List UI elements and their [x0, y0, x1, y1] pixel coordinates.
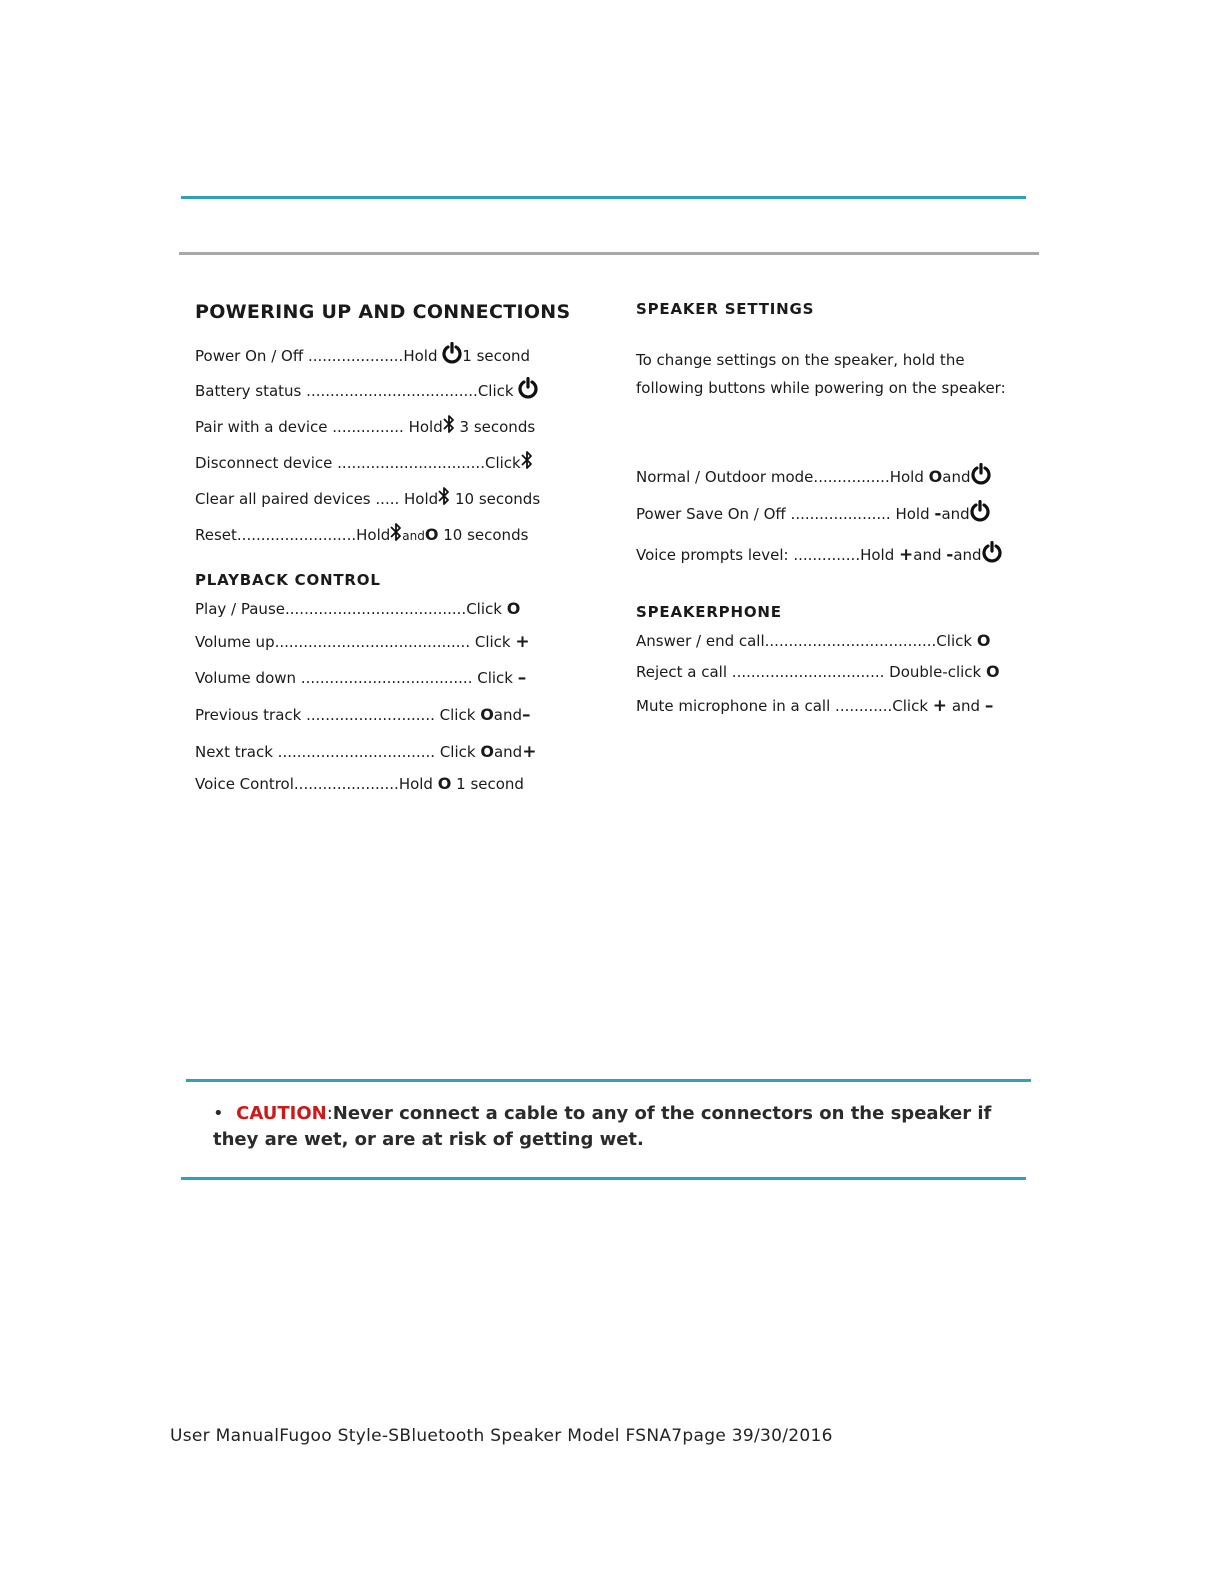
- row-action: Hold: [356, 526, 391, 544]
- row-dots: ...........................: [306, 706, 435, 724]
- minus-symbol: –: [522, 705, 531, 725]
- row-label: Previous track: [195, 706, 302, 724]
- row-voice-prompts: [636, 541, 1002, 565]
- bluetooth-icon: [438, 490, 450, 508]
- header-divider-rule: [179, 252, 1039, 255]
- row-conj: and: [402, 529, 425, 543]
- row-action: Hold: [860, 546, 895, 564]
- row-label: Voice prompts level:: [636, 546, 789, 564]
- row-dots: .........................................: [274, 633, 471, 651]
- row-action: Click: [466, 600, 502, 618]
- row-label: Disconnect device: [195, 454, 333, 472]
- row-action: Hold: [404, 490, 439, 508]
- row-label: Pair with a device: [195, 418, 328, 436]
- o-button-symbol: O: [506, 599, 521, 618]
- row-dots: .....: [375, 490, 400, 508]
- heading-playback: PLAYBACK CONTROL: [195, 571, 381, 589]
- row-suffix: 1 second: [456, 775, 524, 793]
- row-clear-paired: [195, 485, 540, 509]
- row-power-save: [636, 500, 990, 524]
- o-button-symbol: O: [480, 705, 494, 724]
- row-conj: and: [941, 505, 970, 523]
- row-dots: ....................: [307, 347, 404, 365]
- row-label: Mute microphone in a call: [636, 697, 831, 715]
- row-next-track: [195, 742, 536, 762]
- row-volume-down: [195, 668, 526, 688]
- row-label: Clear all paired devices: [195, 490, 371, 508]
- row-play-pause: [195, 599, 520, 619]
- o-button-symbol: O: [976, 631, 991, 650]
- row-dots: ............: [835, 697, 893, 715]
- row-action: Click: [439, 706, 476, 724]
- row-label: Reject a call: [636, 663, 728, 681]
- row-reject-call: [636, 662, 1000, 682]
- row-suffix: 1 second: [462, 347, 531, 365]
- settings-intro: To change settings on the speaker, hold the following buttons while powering on the speaker:: [636, 351, 1006, 397]
- row-action: Click: [892, 697, 929, 715]
- row-dots: ...............: [332, 418, 404, 436]
- power-icon: [971, 468, 991, 486]
- bluetooth-icon: [521, 454, 533, 472]
- o-button-symbol: O: [437, 774, 452, 793]
- caution-notice: [213, 1101, 1033, 1153]
- bluetooth-icon: [390, 526, 402, 544]
- heading-speaker-settings: SPEAKER SETTINGS: [636, 300, 815, 318]
- o-button-symbol: O: [424, 525, 439, 544]
- row-dots: .........................: [236, 526, 357, 544]
- row-suffix: 10 seconds: [454, 490, 541, 508]
- row-label: Power Save On / Off: [636, 505, 786, 523]
- heading-powering: POWERING UP AND CONNECTIONS: [195, 301, 571, 323]
- page-footer: User ManualFugoo Style-SBluetooth Speaker Model FSNA7page 39/30/2016: [170, 1426, 833, 1446]
- power-icon: [970, 505, 990, 523]
- row-label: Power On / Off: [195, 347, 304, 365]
- row-action: Click: [484, 454, 521, 472]
- row-label: Battery status: [195, 382, 302, 400]
- row-dots: ...............................: [337, 454, 485, 472]
- row-action: Double-click: [889, 663, 982, 681]
- o-button-symbol: O: [986, 662, 1000, 681]
- bluetooth-icon: [443, 418, 455, 436]
- row-action: Click: [439, 743, 476, 761]
- row-dots: .....................: [790, 505, 891, 523]
- row-previous-track: [195, 705, 531, 725]
- row-volume-up: [195, 632, 530, 652]
- caution-colon: :: [326, 1103, 333, 1124]
- row-action: Click: [936, 632, 973, 650]
- row-dots: ......................: [293, 775, 399, 793]
- power-icon: [442, 347, 462, 365]
- row-conj: and: [493, 743, 523, 761]
- row-action: Hold: [398, 775, 433, 793]
- row-conj: and: [953, 546, 982, 564]
- row-disconnect-device: [195, 449, 533, 473]
- top-accent-rule: [181, 196, 1026, 199]
- row-dots: ......................................: [285, 600, 467, 618]
- row-suffix: 3 seconds: [459, 418, 536, 436]
- row-normal-outdoor: [636, 463, 991, 487]
- caution-bottom-rule: [181, 1177, 1026, 1180]
- row-label: Voice Control: [195, 775, 294, 793]
- caution-text: Never connect a cable to any of the connectors on the speaker if they are wet, or are at risk of getting wet.: [213, 1103, 992, 1150]
- row-dots: ....................................: [306, 382, 478, 400]
- row-power-onoff: [195, 342, 530, 366]
- power-icon: [982, 546, 1002, 564]
- row-label: Next track: [195, 743, 273, 761]
- row-action: Click: [474, 633, 511, 651]
- row-label: Play / Pause: [195, 600, 285, 618]
- row-action: Click: [477, 669, 513, 687]
- row-action: Hold: [895, 505, 930, 523]
- plus-symbol: +: [899, 545, 914, 565]
- row-reset: [195, 521, 528, 546]
- row-dots: .................................: [277, 743, 436, 761]
- caution-top-rule: [186, 1079, 1031, 1082]
- minus-symbol: –: [984, 696, 994, 716]
- row-conj: and: [493, 706, 523, 724]
- plus-symbol: +: [522, 742, 537, 762]
- row-pair-device: [195, 413, 535, 437]
- row-dots: ....................................: [764, 632, 937, 650]
- row-action: Hold: [403, 347, 438, 365]
- row-action: Click: [477, 382, 514, 400]
- row-label: Normal / Outdoor mode: [636, 468, 814, 486]
- row-conj: and: [913, 546, 942, 564]
- heading-speakerphone: SPEAKERPHONE: [636, 603, 782, 621]
- caution-label: CAUTION: [236, 1103, 327, 1124]
- power-icon: [518, 382, 538, 400]
- bullet: •: [213, 1103, 224, 1124]
- plus-symbol: +: [932, 696, 948, 716]
- o-button-symbol: O: [928, 467, 943, 486]
- row-conj: and: [942, 468, 971, 486]
- row-label: Reset: [195, 526, 237, 544]
- row-dots: ................................: [731, 663, 885, 681]
- minus-symbol: -: [934, 504, 942, 524]
- row-label: Volume up: [195, 633, 275, 651]
- plus-symbol: +: [515, 632, 530, 652]
- row-mute-microphone: [636, 696, 993, 716]
- minus-symbol: -: [946, 545, 954, 565]
- row-answer-call: [636, 631, 990, 651]
- row-label: Answer / end call: [636, 632, 765, 650]
- row-voice-control: [195, 774, 524, 794]
- row-dots: ..............: [793, 546, 861, 564]
- row-suffix: 10 seconds: [443, 526, 529, 544]
- row-label: Volume down: [195, 669, 297, 687]
- row-action: Hold: [889, 468, 924, 486]
- minus-symbol: –: [517, 668, 527, 688]
- o-button-symbol: O: [480, 742, 494, 761]
- row-conj: and: [951, 697, 981, 715]
- row-battery-status: [195, 377, 538, 401]
- row-dots: ....................................: [300, 669, 473, 687]
- row-dots: ................: [813, 468, 890, 486]
- row-action: Hold: [408, 418, 443, 436]
